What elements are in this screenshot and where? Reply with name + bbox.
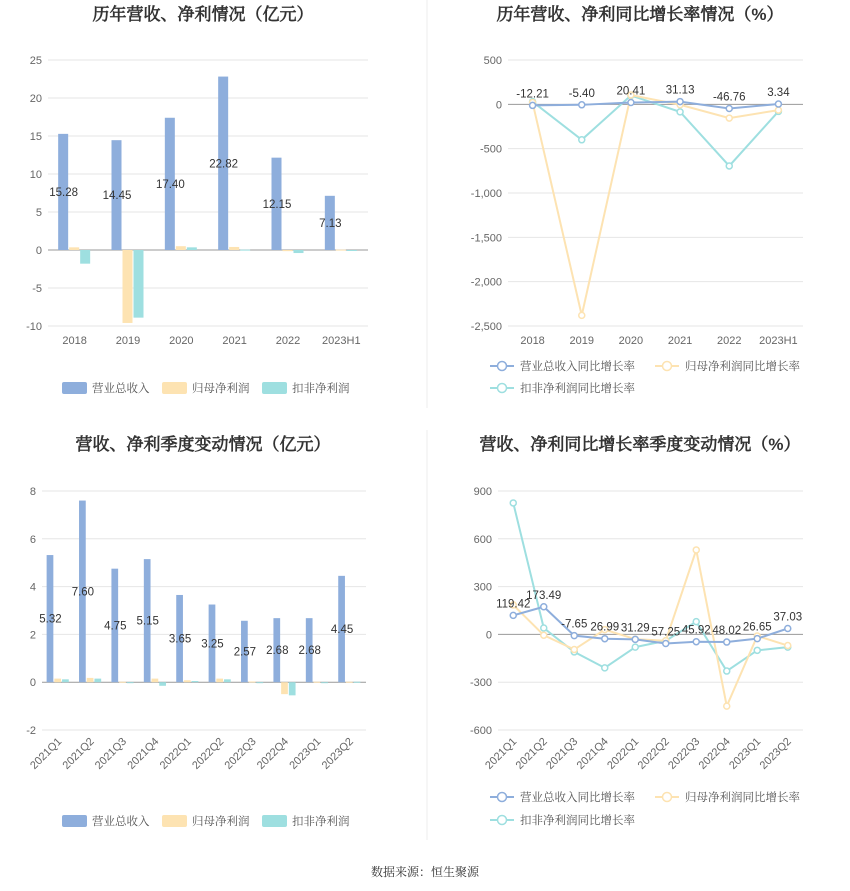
x-tick-label: 2019 bbox=[569, 335, 594, 347]
bar bbox=[54, 679, 61, 683]
data-point bbox=[726, 115, 732, 121]
legend-swatch bbox=[262, 815, 287, 827]
legend-swatch-marker bbox=[663, 793, 672, 802]
data-label: 31.29 bbox=[620, 622, 650, 635]
data-label: -46.76 bbox=[712, 91, 746, 104]
data-point bbox=[724, 668, 730, 674]
x-tick-label: 2023H1 bbox=[759, 335, 798, 347]
data-label: 2.57 bbox=[233, 646, 257, 659]
x-tick-label: 2021Q4 bbox=[574, 735, 611, 772]
legend-swatch-marker bbox=[498, 816, 507, 825]
data-point bbox=[510, 612, 516, 618]
x-tick-label: 2022Q4 bbox=[254, 735, 292, 772]
y-tick-label: -1,000 bbox=[470, 188, 502, 200]
legend-swatch-marker bbox=[663, 362, 672, 371]
data-label: 3.34 bbox=[767, 87, 790, 100]
y-tick-label: 25 bbox=[29, 55, 42, 67]
bar bbox=[354, 682, 361, 683]
x-tick-label: 2020 bbox=[169, 335, 194, 347]
data-point bbox=[677, 109, 683, 115]
bar bbox=[216, 679, 223, 683]
y-tick-label: -5 bbox=[32, 283, 42, 295]
chart-title: 营收、净利同比增长率季度变动情况（%） bbox=[479, 435, 801, 454]
y-tick-label: 2 bbox=[29, 629, 36, 642]
x-tick-label: 2022Q1 bbox=[157, 735, 194, 772]
chart-title: 历年营收、净利情况（亿元） bbox=[92, 5, 314, 24]
y-tick-label: 300 bbox=[473, 581, 492, 594]
series-line bbox=[533, 95, 779, 315]
x-tick-label: 2018 bbox=[62, 335, 87, 347]
x-tick-label: 2021Q3 bbox=[544, 735, 581, 772]
data-label: 15.28 bbox=[49, 186, 79, 199]
x-tick-label: 2018 bbox=[520, 335, 545, 347]
data-point bbox=[602, 665, 608, 671]
x-tick-label: 2021Q1 bbox=[483, 735, 520, 772]
legend-label: 扣非净利润 bbox=[292, 383, 350, 395]
data-point bbox=[628, 100, 634, 106]
legend-label: 归母净利润同比增长率 bbox=[685, 792, 800, 804]
y-tick-label: -10 bbox=[26, 321, 42, 333]
data-label: 2.68 bbox=[298, 645, 321, 658]
legend-swatch-marker bbox=[498, 362, 507, 371]
bar bbox=[289, 682, 296, 695]
data-point bbox=[754, 636, 760, 642]
data-point bbox=[579, 137, 585, 143]
data-label: 12.15 bbox=[262, 198, 292, 211]
bar bbox=[281, 682, 288, 694]
bar bbox=[314, 682, 321, 683]
y-tick-label: 15 bbox=[29, 131, 42, 143]
y-tick-label: 10 bbox=[29, 169, 42, 181]
data-point bbox=[724, 703, 730, 709]
data-point bbox=[530, 102, 536, 108]
bar bbox=[336, 250, 346, 251]
legend-swatch bbox=[162, 382, 187, 394]
y-tick-label: 500 bbox=[483, 55, 502, 67]
y-tick-label: 4 bbox=[29, 581, 36, 594]
y-tick-label: 0 bbox=[485, 629, 492, 642]
x-tick-label: 2022Q1 bbox=[605, 735, 642, 772]
data-point bbox=[510, 500, 516, 506]
legend-label: 扣非净利润同比增长率 bbox=[520, 815, 635, 827]
y-tick-label: 600 bbox=[473, 533, 492, 546]
data-point bbox=[663, 641, 669, 647]
x-tick-label: 2023Q1 bbox=[727, 735, 764, 772]
data-point bbox=[726, 105, 732, 111]
x-tick-label: 2021Q1 bbox=[28, 735, 65, 772]
data-label: -5.40 bbox=[568, 87, 595, 100]
bar bbox=[249, 681, 256, 682]
data-label: 37.03 bbox=[773, 611, 803, 624]
chart-title: 历年营收、净利同比增长率情况（%） bbox=[496, 5, 784, 24]
data-label: 26.65 bbox=[742, 621, 772, 634]
x-tick-label: 2021Q2 bbox=[513, 735, 550, 772]
data-label: 173.49 bbox=[526, 589, 562, 602]
data-point bbox=[754, 647, 760, 653]
data-point bbox=[775, 101, 781, 107]
bar bbox=[80, 250, 90, 264]
legend-swatch-marker bbox=[498, 793, 507, 802]
series-line bbox=[533, 95, 779, 165]
data-label: 14.45 bbox=[102, 190, 132, 203]
data-label: -12.21 bbox=[516, 88, 549, 101]
bar bbox=[256, 682, 263, 683]
x-tick-label: 2023Q2 bbox=[319, 735, 356, 772]
x-tick-label: 2022Q2 bbox=[190, 735, 227, 772]
data-point bbox=[579, 102, 585, 108]
data-point bbox=[541, 632, 547, 638]
data-point bbox=[693, 547, 699, 553]
x-tick-label: 2022Q2 bbox=[635, 735, 672, 772]
x-tick-label: 2019 bbox=[115, 335, 141, 347]
legend-label: 归母净利润 bbox=[192, 816, 250, 828]
bar bbox=[176, 246, 186, 250]
data-point bbox=[541, 604, 547, 610]
data-label: 2.68 bbox=[266, 645, 289, 658]
data-label: 5.32 bbox=[39, 613, 62, 626]
data-label: 57.25 bbox=[651, 626, 681, 639]
data-point bbox=[632, 644, 638, 650]
x-tick-label: 2023Q1 bbox=[287, 735, 324, 772]
y-tick-label: 20 bbox=[29, 93, 42, 105]
x-tick-label: 2022 bbox=[717, 335, 742, 347]
bar bbox=[229, 247, 239, 250]
data-point bbox=[602, 636, 608, 642]
data-label: 3.25 bbox=[201, 638, 224, 651]
data-point bbox=[785, 625, 791, 631]
y-tick-label: -600 bbox=[469, 725, 492, 737]
y-tick-label: -2,000 bbox=[470, 276, 502, 289]
data-label: 7.60 bbox=[71, 586, 95, 599]
bar bbox=[94, 679, 101, 683]
bar bbox=[87, 678, 94, 682]
data-point bbox=[726, 163, 732, 169]
bar bbox=[69, 247, 79, 250]
data-point bbox=[677, 99, 683, 105]
bar bbox=[134, 250, 144, 318]
data-label: 4.75 bbox=[104, 620, 127, 633]
x-tick-label: 2021 bbox=[222, 335, 247, 347]
data-label: 119.42 bbox=[496, 598, 531, 611]
legend-swatch bbox=[262, 382, 287, 394]
y-tick-label: -500 bbox=[479, 143, 502, 156]
x-tick-label: 2022 bbox=[275, 335, 301, 347]
x-tick-label: 2023H1 bbox=[322, 335, 361, 347]
quarterly-growth-rate-chart bbox=[470, 434, 803, 827]
legend-label: 营业总收入 bbox=[92, 383, 150, 395]
x-tick-label: 2021Q4 bbox=[125, 735, 162, 772]
bar bbox=[294, 250, 304, 253]
data-label: 5.15 bbox=[136, 615, 159, 628]
data-point bbox=[693, 639, 699, 645]
x-tick-label: 2020 bbox=[618, 335, 644, 347]
data-source: 数据来源：恒生聚源 bbox=[370, 865, 480, 879]
legend-label: 营业总收入 bbox=[92, 816, 150, 828]
data-label: -7.65 bbox=[561, 618, 588, 631]
legend-swatch bbox=[162, 815, 187, 827]
data-label: 31.13 bbox=[665, 84, 695, 97]
legend-label: 扣非净利润同比增长率 bbox=[520, 383, 635, 395]
bar bbox=[321, 682, 328, 683]
y-tick-label: -1,500 bbox=[470, 232, 502, 245]
bar bbox=[123, 250, 133, 323]
x-tick-label: 2022Q3 bbox=[222, 735, 259, 772]
legend-label: 归母净利润同比增长率 bbox=[685, 361, 800, 373]
bar bbox=[127, 682, 134, 683]
data-label: 7.13 bbox=[319, 217, 342, 230]
bar bbox=[187, 247, 197, 250]
annual-growth-rate-chart bbox=[471, 4, 803, 395]
y-tick-label: -2 bbox=[26, 725, 36, 737]
data-point bbox=[724, 639, 730, 645]
data-label: 3.65 bbox=[168, 633, 192, 646]
x-tick-label: 2023Q2 bbox=[757, 735, 794, 772]
x-tick-label: 2021Q3 bbox=[92, 735, 130, 772]
data-point bbox=[571, 633, 577, 639]
legend-label: 扣非净利润 bbox=[292, 816, 350, 828]
data-label: 17.40 bbox=[155, 178, 185, 191]
legend-label: 归母净利润 bbox=[192, 383, 250, 395]
data-point bbox=[785, 643, 791, 649]
legend-label: 营业总收入同比增长率 bbox=[520, 361, 635, 373]
y-tick-label: 900 bbox=[473, 486, 492, 498]
data-label: 45.92 bbox=[681, 624, 711, 637]
y-tick-label: 0 bbox=[29, 677, 36, 690]
y-tick-label: 0 bbox=[495, 99, 502, 112]
legend-swatch bbox=[62, 815, 87, 827]
bar bbox=[184, 680, 191, 682]
data-point bbox=[571, 647, 577, 653]
y-tick-label: 8 bbox=[29, 486, 36, 498]
y-tick-label: -300 bbox=[469, 677, 492, 690]
bar bbox=[346, 682, 353, 683]
legend-swatch bbox=[62, 382, 87, 394]
bar bbox=[192, 681, 199, 682]
legend-swatch-marker bbox=[498, 384, 507, 393]
data-point bbox=[775, 107, 781, 113]
y-tick-label: 6 bbox=[29, 533, 36, 546]
data-label: 22.82 bbox=[209, 158, 239, 171]
y-tick-label: -2,500 bbox=[470, 321, 502, 333]
bar bbox=[240, 250, 250, 251]
bar bbox=[152, 679, 159, 683]
bar bbox=[159, 682, 166, 686]
data-label: 26.99 bbox=[590, 621, 620, 634]
bar bbox=[224, 679, 231, 682]
x-tick-label: 2021Q2 bbox=[60, 735, 97, 772]
legend-label: 营业总收入同比增长率 bbox=[520, 792, 635, 804]
quarterly-revenue-profit-chart bbox=[26, 434, 366, 828]
x-tick-label: 2022Q4 bbox=[696, 735, 733, 772]
data-point bbox=[541, 625, 547, 631]
x-tick-label: 2022Q3 bbox=[666, 735, 703, 772]
bar bbox=[62, 679, 69, 682]
y-tick-label: 5 bbox=[35, 207, 42, 219]
data-point bbox=[632, 636, 638, 642]
data-point bbox=[579, 312, 585, 318]
annual-revenue-profit-chart bbox=[26, 4, 368, 395]
bar bbox=[283, 250, 293, 251]
bar bbox=[119, 682, 126, 683]
chart-title: 营收、净利季度变动情况（亿元） bbox=[75, 435, 331, 454]
y-tick-label: 0 bbox=[35, 245, 42, 257]
x-tick-label: 2021 bbox=[667, 335, 693, 347]
data-label: 48.02 bbox=[712, 625, 742, 638]
data-label: 4.45 bbox=[330, 624, 354, 637]
bar bbox=[347, 250, 357, 251]
data-label: 20.41 bbox=[616, 85, 646, 98]
